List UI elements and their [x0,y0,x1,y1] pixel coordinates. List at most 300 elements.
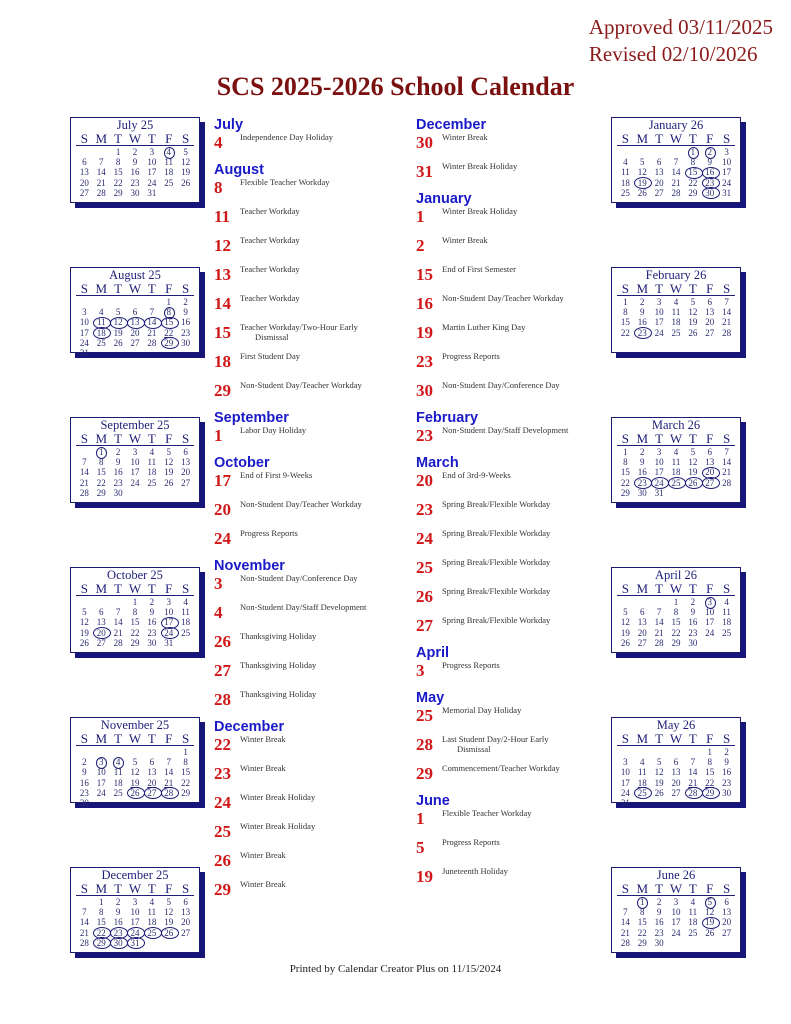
event-description-text: Winter Break [240,763,286,773]
day-cell: 8 [99,457,104,468]
event-day-number: 29 [214,381,231,400]
day-cell: 25 [113,787,123,798]
month-heading: May [416,690,445,706]
event-day-number: 15 [214,323,231,342]
event-description-text: Winter Break Holiday [442,206,518,216]
day-cell: 15 [181,767,191,778]
weekday-label: T [147,581,156,596]
day-cell: 19 [688,467,698,478]
day-cell: 12 [181,157,191,168]
day-cell: 21 [654,627,664,638]
day-cell: 7 [724,297,729,307]
day-cell: 20 [722,917,732,928]
day-cell: 29 [181,787,191,798]
weekday-label: F [165,131,173,146]
event-day-number: 28 [214,690,231,709]
empty-cell [668,147,685,157]
day-cell: 5 [183,147,188,157]
weekday-label: T [688,731,697,746]
day-cell: 15 [113,167,123,178]
weekday-label: T [655,581,664,596]
day-grid [76,297,194,358]
weekday-label: S [181,431,190,446]
month-heading: February [416,410,479,426]
event-description-text: End of First 9-Weeks [240,470,313,480]
day-cell: 11 [688,907,698,918]
mini-calendar [611,717,741,808]
event-day-number: 19 [416,323,433,342]
event-description [442,529,607,539]
weekday-label: M [636,431,649,446]
weekday-label: T [114,431,123,446]
empty-cell [76,597,93,607]
mini-calendar-month-name: March 26 [651,418,701,432]
event-description [240,236,405,246]
event-description-text: Winter Break [442,132,488,142]
event-row [214,603,404,632]
day-cell: 13 [722,907,732,918]
day-cell-marked: 15 [684,167,701,177]
day-cell: 4 [673,447,679,457]
empty-cell [634,747,651,757]
weekday-label: F [706,281,714,296]
day-cell-marked: 4 [110,757,127,767]
day-cell: 26 [654,787,664,798]
day-cell: 12 [164,457,174,468]
event-description-text: Independence Day Holiday [240,132,333,142]
day-cell: 22 [181,777,191,788]
event-description [442,236,607,246]
day-cell-marked: 23 [634,328,651,338]
day-grid [617,897,735,948]
event-day-number: 17 [214,471,231,490]
mini-calendar [611,267,741,353]
day-cell: 25 [722,627,732,638]
day-cell: 21 [688,777,698,788]
event-description-text: Non-Student Day/Staff Development [240,602,367,612]
day-cell: 14 [113,617,123,628]
day-cell: 21 [113,627,123,638]
day-cell: 24 [620,787,630,798]
empty-cell [684,747,701,757]
event-row [416,381,606,410]
day-cell: 28 [654,637,664,648]
day-cell: 22 [688,177,698,188]
day-cell: 28 [147,337,157,348]
day-cell: 22 [671,627,681,638]
event-row [416,558,606,587]
day-cell: 24 [654,327,664,338]
event-day-number: 1 [214,426,223,445]
day-cell-marked: 24 [160,628,177,638]
day-cell: 4 [623,157,628,168]
weekday-label: S [80,131,89,146]
day-cell: 3 [166,597,171,607]
event-description [240,735,405,745]
day-cell: 8 [640,907,645,918]
event-row [214,426,404,455]
day-cell: 16 [147,617,157,628]
event-day-number: 1 [416,207,425,226]
day-cell: 6 [724,897,729,907]
day-cell: 13 [147,767,157,778]
day-cell: 5 [166,897,171,907]
day-cell: 18 [113,777,123,788]
day-cell-marked: 30 [110,938,127,948]
weekday-label: T [114,881,123,896]
event-description [442,381,607,391]
event-day-number: 23 [214,764,231,783]
event-description-text: Juneteenth Holiday [442,866,508,876]
day-cell-marked: 23 [701,178,718,188]
event-row [214,323,404,352]
weekday-label: F [706,731,714,746]
weekday-header [617,582,735,596]
day-cell: 22 [96,477,106,488]
weekday-label: W [128,131,142,146]
weekday-label: T [688,431,697,446]
event-description [442,764,607,774]
day-cell: 5 [690,447,696,457]
day-cell: 24 [147,177,157,188]
day-cell: 22 [113,177,123,188]
month-heading: August [214,162,264,178]
event-day-number: 26 [214,632,231,651]
day-cell: 16 [113,467,123,478]
event-row [416,352,606,381]
event-description [240,426,405,436]
day-cell: 30 [654,937,664,948]
event-description-text: Non-Student Day/Teacher Workday [240,499,362,509]
day-cell-marked: 30 [701,188,718,198]
day-cell: 5 [166,447,171,457]
weekday-label: F [165,581,173,596]
event-description-text: Non-Student Day/Conference Day [240,573,358,583]
month-heading: January [416,191,472,207]
day-cell: 9 [82,767,87,778]
day-cell: 27 [96,637,106,648]
day-cell: 8 [690,157,696,168]
day-cell-marked: 1 [93,447,110,457]
day-cell: 15 [96,917,106,928]
event-row [214,690,404,719]
weekday-label: F [165,281,173,296]
events-column-first-half [214,117,404,909]
day-cell: 10 [671,907,681,918]
day-cell: 13 [181,457,191,468]
day-cell: 5 [623,607,628,618]
day-cell: 1 [183,747,188,757]
day-cell: 8 [115,157,121,168]
event-row [416,867,606,896]
event-day-number: 30 [416,381,433,400]
day-cell: 21 [147,327,157,338]
event-day-number: 8 [214,178,223,197]
event-day-number: 26 [416,587,433,606]
day-cell: 21 [671,177,681,188]
day-cell-marked: 17 [160,617,177,627]
event-row [214,880,404,909]
weekday-header [76,282,194,296]
day-cell: 28 [671,187,681,198]
day-cell: 27 [637,637,647,648]
day-cell: 17 [654,467,664,478]
event-row [416,616,606,645]
day-cell: 10 [620,767,630,778]
day-cell: 1 [166,297,171,307]
event-row [416,207,606,236]
event-description [442,471,607,481]
day-cell: 20 [130,327,140,338]
day-cell: 29 [688,187,698,198]
day-cell: 24 [722,177,732,188]
day-grid [76,597,194,648]
event-description [240,471,405,481]
day-cell: 10 [130,907,140,918]
day-cell: 31 [620,797,630,808]
weekday-label: T [655,131,664,146]
day-cell: 29 [671,637,681,648]
weekday-label: S [80,881,89,896]
event-day-number: 2 [416,236,425,255]
weekday-label: W [669,281,683,296]
weekday-label: F [706,581,714,596]
day-cell-marked: 29 [93,938,110,948]
day-cell: 14 [79,917,89,928]
day-cell-marked: 13 [127,317,144,327]
day-cell: 9 [724,757,729,768]
day-cell: 19 [164,467,174,478]
day-cell: 29 [620,487,630,498]
day-cell: 23 [688,627,698,638]
event-description [240,178,405,188]
day-cell: 9 [656,907,662,918]
day-cell: 2 [82,757,87,768]
event-day-number: 4 [214,133,223,152]
day-cell: 9 [115,457,121,468]
event-description-text: Last Student Day/2-Hour Early [442,734,549,744]
day-cell: 30 [79,797,89,808]
event-description [240,265,405,275]
day-cell: 2 [656,897,662,907]
day-cell-marked: 24 [127,928,144,938]
day-cell: 11 [113,767,123,778]
weekday-label: T [655,431,664,446]
event-description-text: End of First Semester [442,264,516,274]
event-description-text: Teacher Workday [240,293,300,303]
day-cell: 9 [707,157,712,168]
empty-cell [651,147,668,157]
day-cell: 27 [722,927,732,938]
day-cell: 24 [130,477,140,488]
day-cell: 24 [705,627,715,638]
day-cell: 28 [96,187,106,198]
day-cell: 25 [164,177,174,188]
day-cell: 28 [620,937,630,948]
day-cell: 21 [96,177,106,188]
weekday-label: T [688,131,697,146]
month-heading: March [416,455,459,471]
weekday-label: M [95,131,108,146]
day-cell: 19 [130,777,140,788]
day-cell: 14 [688,767,698,778]
day-cell: 19 [79,627,89,638]
event-row [214,178,404,207]
weekday-label: W [128,431,142,446]
day-cell: 17 [722,167,732,178]
event-description-text: Spring Break/Flexible Workday [442,528,551,538]
event-row [416,294,606,323]
day-cell: 12 [688,457,698,468]
day-cell: 22 [130,627,140,638]
day-cell: 14 [96,167,106,178]
day-cell: 13 [637,617,647,628]
event-row [214,236,404,265]
day-cell: 20 [637,627,647,638]
day-cell: 23 [79,787,89,798]
weekday-label: S [80,731,89,746]
empty-cell [76,897,93,907]
day-cell: 17 [130,917,140,928]
mini-calendar-month-name: October 25 [107,568,163,582]
day-grid [76,897,194,948]
event-description [442,587,607,597]
event-day-number: 15 [416,265,433,284]
event-description-text: Teacher Workday [240,264,300,274]
event-description [240,851,405,861]
day-cell: 12 [654,767,664,778]
event-description [240,294,405,304]
day-cell: 4 [673,297,679,307]
event-description-text: Spring Break/Flexible Workday [442,499,551,509]
day-cell: 5 [115,307,121,318]
day-cell: 10 [722,157,732,168]
month-heading: June [416,793,450,809]
event-description-text: Progress Reports [442,837,500,847]
day-cell: 10 [654,457,664,468]
page-title: SCS 2025-2026 School Calendar [216,72,575,101]
month-heading: December [214,719,285,735]
weekday-label: T [655,731,664,746]
day-cell: 7 [724,447,729,457]
day-cell: 30 [722,787,732,798]
day-cell-marked: 18 [93,328,110,338]
day-cell: 7 [656,607,662,618]
day-cell: 11 [181,607,190,618]
empty-cell [617,747,634,757]
day-cell: 26 [705,927,715,938]
empty-cell [617,597,634,607]
day-cell: 21 [79,477,89,488]
event-row [416,133,606,162]
weekday-label: S [722,281,731,296]
event-day-number: 29 [214,880,231,899]
weekday-header [76,732,194,746]
empty-cell [93,597,110,607]
event-day-number: 3 [214,574,223,593]
day-cell: 23 [181,327,191,338]
event-description [442,735,607,754]
event-row [416,236,606,265]
day-cell: 18 [147,917,157,928]
day-cell-marked: 19 [701,917,718,927]
day-cell: 4 [99,307,104,318]
day-cell: 19 [654,777,664,788]
day-cell: 24 [79,337,89,348]
day-cell: 12 [164,907,174,918]
event-description [240,207,405,217]
event-row [416,426,606,455]
event-day-number: 12 [214,236,231,255]
day-cell: 7 [149,307,155,318]
revised-date: Revised 02/10/2026 [588,42,758,66]
day-cell: 8 [673,607,679,618]
empty-cell [617,897,634,907]
event-row [416,706,606,735]
event-day-number: 25 [214,822,231,841]
empty-cell [651,747,668,757]
day-cell: 27 [181,477,191,488]
day-cell: 12 [688,307,698,318]
empty-cell [127,297,144,307]
event-day-number: 20 [214,500,231,519]
day-cell: 7 [623,907,628,918]
day-cell: 27 [130,337,140,348]
day-cell: 10 [147,157,157,168]
weekday-label: F [706,431,714,446]
day-cell: 20 [181,917,191,928]
day-cell: 4 [149,447,155,457]
day-cell: 12 [79,617,89,628]
day-cell: 12 [637,167,647,178]
day-cell: 6 [149,757,155,768]
event-description-text: Non-Student Day/Teacher Workday [240,380,362,390]
day-cell-marked: 2 [701,147,718,157]
event-description-text: Thanksgiving Holiday [240,689,317,699]
weekday-label: W [128,731,142,746]
day-cell: 19 [164,917,174,928]
day-cell: 10 [654,307,664,318]
empty-cell [93,747,110,757]
weekday-label: S [722,881,731,896]
mini-calendar [70,717,200,808]
weekday-header [617,432,735,446]
event-description [442,558,607,568]
day-cell: 6 [99,607,104,618]
event-row [214,793,404,822]
weekday-label: T [114,731,123,746]
day-cell: 1 [115,147,121,157]
day-cell: 13 [96,617,106,628]
event-row [214,352,404,381]
month-heading: April [416,645,450,661]
day-cell: 26 [688,327,698,338]
day-cell-marked: 14 [143,317,160,327]
day-cell: 13 [181,907,191,918]
day-cell: 19 [181,167,191,178]
day-cell: 3 [623,757,628,768]
month-heading: November [214,558,285,574]
event-description-text: Winter Break [240,850,286,860]
empty-cell [93,297,110,307]
day-cell: 20 [654,177,664,188]
event-description [240,529,405,539]
day-cell: 18 [722,617,732,628]
day-cell: 16 [637,467,647,478]
event-day-number: 29 [416,764,433,783]
empty-cell [617,147,634,157]
empty-cell [76,447,93,457]
